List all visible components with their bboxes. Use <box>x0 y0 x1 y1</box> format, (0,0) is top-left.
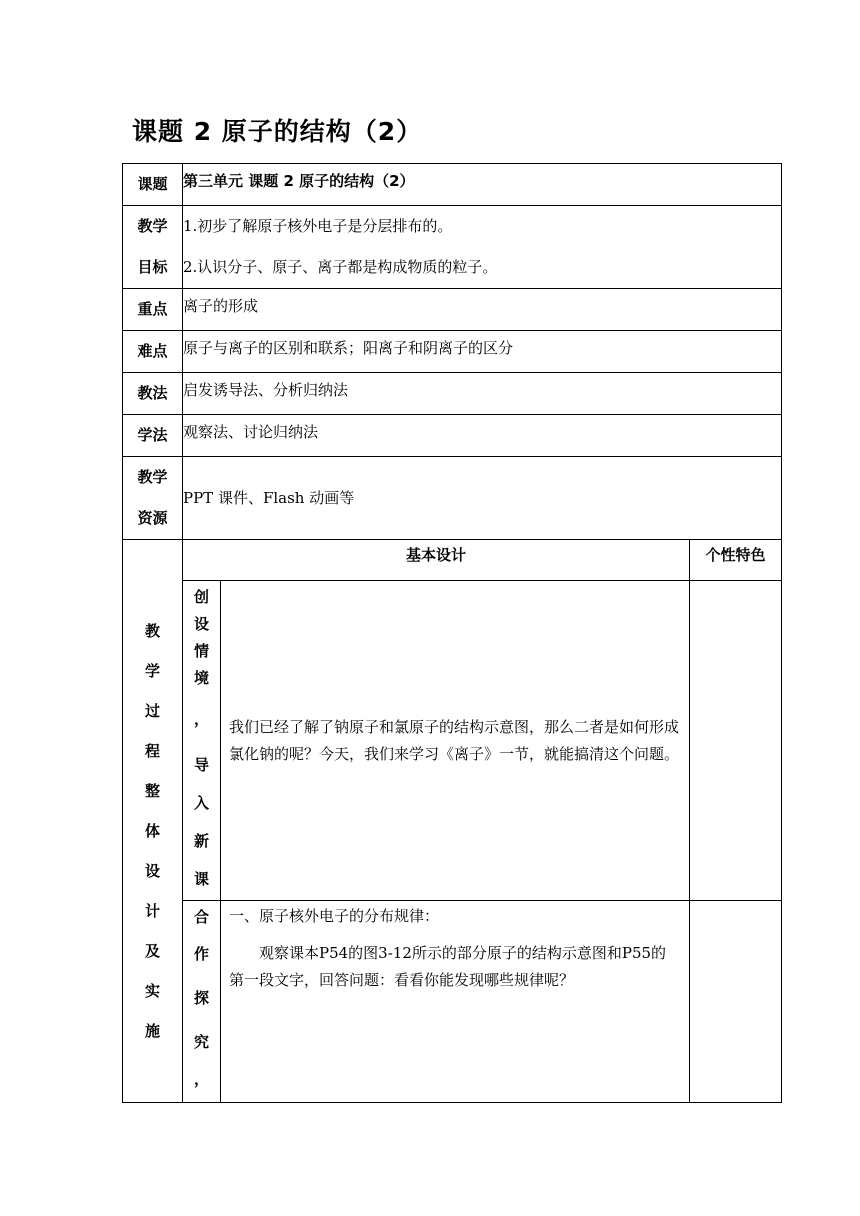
step-intro-label: 创 设 情 境 ， 导 入 新 课 <box>183 581 221 901</box>
row-teaching-method <box>123 373 782 415</box>
objective-item: 1.初步了解原子核外电子是分层排布的。 <box>183 217 453 235</box>
page-title: 课题 2 原子的结构（2） <box>132 117 423 146</box>
lesson-plan-table <box>122 163 782 1103</box>
teaching-method-value: 启发诱导法、分析归纳法 <box>183 373 782 415</box>
learning-method-value: 观察法、讨论归纳法 <box>183 415 782 457</box>
personal-feature-header: 个性特色 <box>690 540 782 581</box>
row-step-explore <box>123 901 782 1103</box>
learning-method-label: 学法 <box>123 415 183 457</box>
step-explore-content <box>221 901 690 1103</box>
step-intro-personal <box>690 581 782 901</box>
row-resources <box>123 457 782 540</box>
key-point-value: 离子的形成 <box>183 289 782 331</box>
step-explore-label: 合 作 探 究 ， <box>183 901 221 1103</box>
objectives-label: 教学 目标 <box>123 206 183 289</box>
row-process-header <box>123 540 782 581</box>
resources-value: PPT 课件、Flash 动画等 <box>183 457 782 540</box>
row-objectives <box>123 206 782 289</box>
objective-item: 2.认识分子、原子、离子都是构成物质的粒子。 <box>183 258 498 276</box>
resources-label: 教学 资源 <box>123 457 183 540</box>
difficulty-label: 难点 <box>123 331 183 373</box>
topic-value: 第三单元 课题 2 原子的结构（2） <box>183 164 782 206</box>
row-difficulty <box>123 331 782 373</box>
topic-label: 课题 <box>123 164 183 206</box>
row-step-intro <box>123 581 782 901</box>
teaching-method-label: 教法 <box>123 373 183 415</box>
key-point-label: 重点 <box>123 289 183 331</box>
row-learning-method <box>123 415 782 457</box>
difficulty-value: 原子与离子的区别和联系；阳离子和阴离子的区分 <box>183 331 782 373</box>
objectives-value <box>183 206 782 289</box>
step-explore-text: 观察课本P54的图3-12所示的部分原子的结构示意图和P55的第一段文字，回答问题：看看你能发现哪些规律呢？ <box>229 944 667 989</box>
basic-design-header: 基本设计 <box>183 540 690 581</box>
row-key-point <box>123 289 782 331</box>
step-explore-personal <box>690 901 782 1103</box>
row-topic <box>123 164 782 206</box>
step-intro-text: 我们已经了解了钠原子和氯原子的结构示意图，那么二者是如何形成氯化钠的呢？今天，我们来学习《离子》一节，就能搞清这个问题。 <box>221 581 690 901</box>
process-side-label: 教 学 过 程 整 体 设 计 及 实 施 <box>123 540 183 1103</box>
step-explore-heading: 一、原子核外电子的分布规律： <box>229 907 440 925</box>
